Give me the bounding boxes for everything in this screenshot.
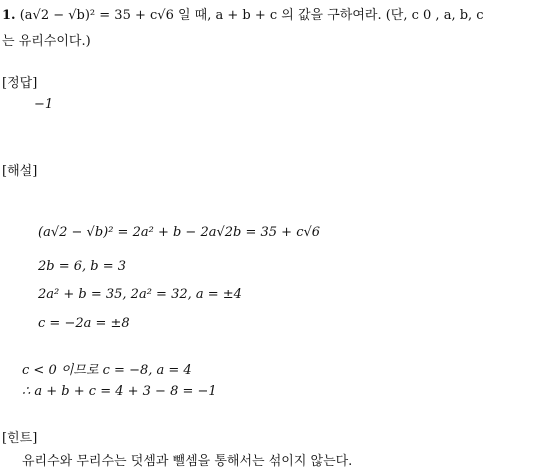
answer-label: [정답] (2, 76, 38, 91)
solution-step-5: c < 0 이므로 c = −8, a = 4 (22, 363, 192, 378)
hint-text: 유리수와 무리수는 덧셈과 뺄셈을 통해서는 섞이지 않는다. (22, 454, 353, 469)
hint-label: [힌트] (2, 431, 38, 446)
solution-step-3: 2a² + b = 35, 2a² = 32, a = ±4 (38, 287, 242, 302)
solution-label: [해설] (2, 164, 38, 179)
answer-value: −1 (34, 97, 54, 112)
problem-line-1 (2, 4, 484, 23)
solution-step-2: 2b = 6, b = 3 (38, 259, 127, 274)
solution-step-6: ∴ a + b + c = 4 + 3 − 8 = −1 (22, 384, 217, 399)
problem-text: (a√2 − √b)² = 35 + c√6 일 때, a + b + c 의 값을 구하여라. (단, c 0 , a, b, c (19, 8, 484, 23)
problem-number: 1. (2, 8, 16, 23)
solution-step-1: (a√2 − √b)² = 2a² + b − 2a√2b = 35 + c√6 (38, 225, 321, 240)
problem-line-2: 는 유리수이다.) (2, 34, 91, 49)
solution-step-4: c = −2a = ±8 (38, 316, 130, 331)
